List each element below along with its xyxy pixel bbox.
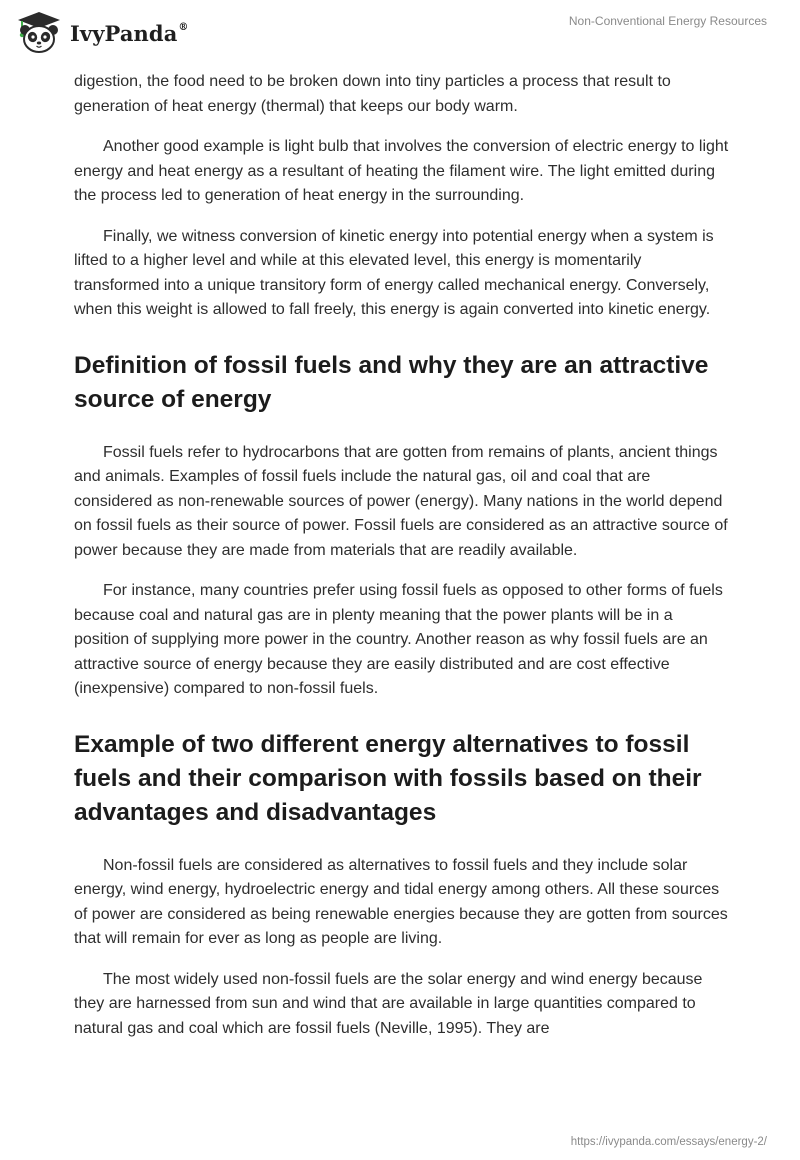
paragraph-fossil-attractive: For instance, many countries prefer using fossil fuels as opposed to other forms of fuels because coal and natural gas are in plenty meaning that the power plants will be in a position of supplying more power in the country. Another reason as why fossil fuels are an attractive source of energy because they are easily distributed and are cost effective (inexpensive) compared to non-fossil fuels. [74,582,723,697]
panda-graduate-icon [14,8,64,58]
paragraph-digestion: digestion, the food need to be broken down into tiny particles a process that result to generation of heat energy (thermal) that keeps our body warm. [74,73,671,115]
registered-mark: ® [178,21,189,33]
document-title: Non-Conventional Energy Resources [568,14,767,28]
page-header [0,0,800,70]
paragraph-non-fossil: Non-fossil fuels are considered as alternatives to fossil fuels and they include solar energy, wind energy, hydroelectric energy and tidal energy among others. All these sources of power are considered as being renewable energies because they are gotten from sources that will remain for ever as long as people are living. [74,856,728,947]
source-url[interactable]: https://ivypanda.com/essays/energy-2/ [570,1136,767,1148]
brand-name: IvyPanda® [70,20,189,46]
paragraph-kinetic-energy: Finally, we witness conversion of kinetic energy into potential energy when a system is lifted to a higher level and while at this elevated level, this energy is momentarily transformed into a unique transitory form of energy called mechanical energy. Conversely, when this weight is allowed to fall freely, this energy is again converted into kinetic energy. [74,227,714,318]
section-heading-alternatives: Example of two different energy alternatives to fossil fuels and their comparison with fossils based on their advantages and disadvantages [74,730,702,826]
essay-body [74,70,730,1057]
paragraph-light-bulb: Another good example is light bulb that involves the conversion of electric energy to light energy and heat energy as a resultant of heating the filament wire. The light emitted during the process led to generation of heat energy in the surrounding. [74,138,729,204]
ivypanda-logo[interactable] [14,8,189,58]
paragraph-solar-wind: The most widely used non-fossil fuels are the solar energy and wind energy because they are harnessed from sun and wind that are available in large quantities compared to natural gas and coal which are fossil fuels (Neville, 1995). They are [74,970,703,1037]
paragraph-fossil-definition: Fossil fuels refer to hydrocarbons that are gotten from remains of plants, ancient things and animals. Examples of fossil fuels include the natural gas, oil and coal that are considered as non-renewable sources of power (energy). Many nations in the world depend on fossil fuels as their source of power. Fossil fuels are considered as an attractive source of power because they are made from materials that are readily available. [74,443,728,559]
section-heading-fossil-fuels: Definition of fossil fuels and why they are an attractive source of energy [74,351,709,413]
